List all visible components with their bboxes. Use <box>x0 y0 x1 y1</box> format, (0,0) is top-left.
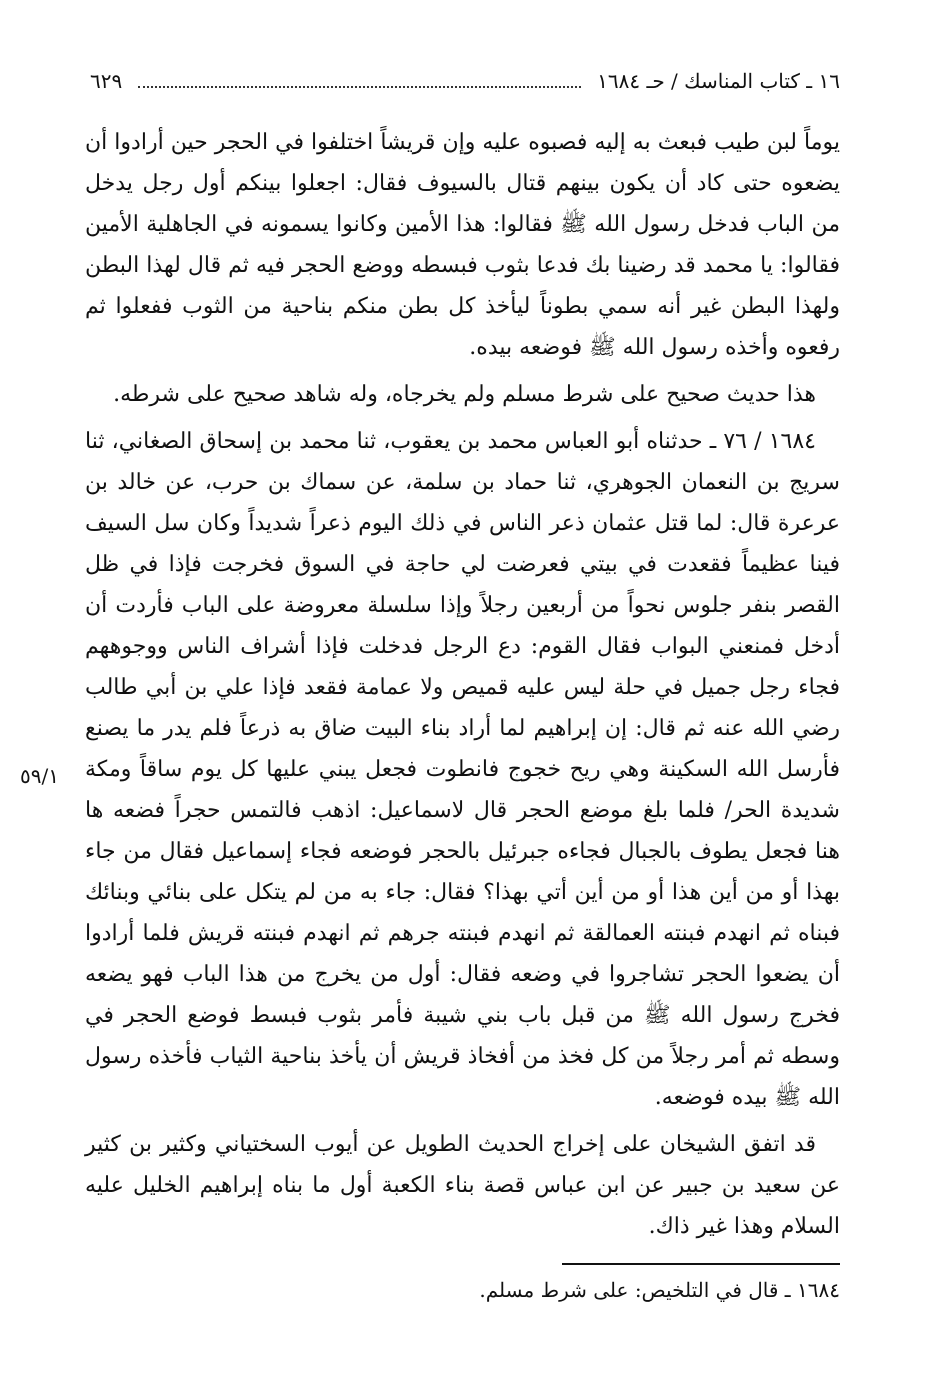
paragraph-continuation: يوماً لبن طيب فبعث به إليه فصبوه عليه وإن قريشاً اختلفوا في الحجر حين أرادوا أن يضعوه حتى كاد أن يكون بينهم قتال بالسيوف فقال: اجعلوا بينكم أول رجل يدخل من الباب فدخل رسول الله ﷺ فقالوا: هذا الأمين وكانوا يسمونه في الجاهلية الأمين فقالوا: يا محمد قد رضينا بك فدعا بثوب فبسطه ووضع الحجر فيه ثم قال لهذا البطن ولهذا البطن غير أنه سمي بطوناً ليأخذ كل بطن منكم بناحية من الثوب ففعلوا ثم رفعوه وأخذه رسول الله ﷺ فوضعه بيده. <box>85 130 840 360</box>
leader-dots <box>138 86 581 88</box>
paragraph-commentary: قد اتفق الشيخان على إخراج الحديث الطويل عن أيوب السختياني وكثير بن كثير عن سعيد بن جبير عن ابن عباس قصة بناء الكعبة أول ما بناه إبراهيم الخليل عليه السلام وهذا غير ذاك. <box>85 1132 840 1239</box>
footnote: ١٦٨٤ ـ قال في التلخيص: على شرط مسلم. <box>479 1278 840 1302</box>
footnote-divider <box>562 1263 840 1265</box>
page-number: ٦٢٩ <box>90 69 123 93</box>
paragraph-grading: هذا حديث صحيح على شرط مسلم ولم يخرجاه، وله شاهد صحيح على شرطه. <box>113 382 816 407</box>
main-text <box>85 122 840 1253</box>
margin-reference: ٥٩/١ <box>20 764 59 788</box>
running-header <box>90 64 840 98</box>
paragraph-hadith-1684: ١٦٨٤ / ٧٦ ـ حدثناه أبو العباس محمد بن يعقوب، ثنا محمد بن إسحاق الصغاني، ثنا سريج بن النعمان الجوهري، ثنا حماد بن سلمة، عن سماك بن حرب، عن خالد بن عرعرة قال: لما قتل عثمان ذعر الناس في ذلك اليوم ذعراً شديداً وكان سل السيف فينا عظيماً فقعدت في بيتي فعرضت لي حاجة في السوق فخرجت فإذا في ظل القصر بنفر جلوس نحواً من أربعين رجلاً وإذا سلسلة معروضة على الباب فأردت أن أدخل فمنعني البواب فقال القوم: دع الرجل فدخلت فإذا أشراف الناس ووجوههم فجاء رجل جميل في حلة ليس عليه قميص ولا عمامة فقعد فإذا علي بن أبي طالب رضي الله عنه ثم قال: إن إبراهيم لما أراد بناء البيت ضاق به ذرعاً فلم يدر ما يصنع فأرسل الله السكينة وهي ريح خجوج فانطوت فجعل يبني عليها كل يوم ساقاً ومكة شديدة الحر/ فلما بلغ موضع الحجر قال لاسماعيل: اذهب فالتمس حجراً فضعه ها هنا فجعل يطوف بالجبال فجاءه جبرئيل بالحجر فوضعه فجاء إسماعيل فقال من جاء بهذا أو من أين هذا أو من أين أتي بهذا؟ فقال: جاء به من لم يتكل على بنائي وبنائك فبناه ثم انهدم فبنته العمالقة ثم انهدم فبنته جرهم ثم انهدم فبنته قريش فلما أرادوا أن يضعوا الحجر تشاجروا في وضعه فقال: أول من يخرج من هذا الباب فهو يضعه فخرج رسول الله ﷺ من قبل باب بني شيبة فأمر بثوب فبسط فوضع الحجر في وسطه ثم أمر رجلاً من كل فخذ من أفخاذ قريش أن يأخذ بناحية الثياب فأخذه رسول الله ﷺ بيده فوضعه. <box>85 429 840 1110</box>
header-title: ١٦ ـ كتاب المناسك / حـ ١٦٨٤ <box>597 69 840 93</box>
